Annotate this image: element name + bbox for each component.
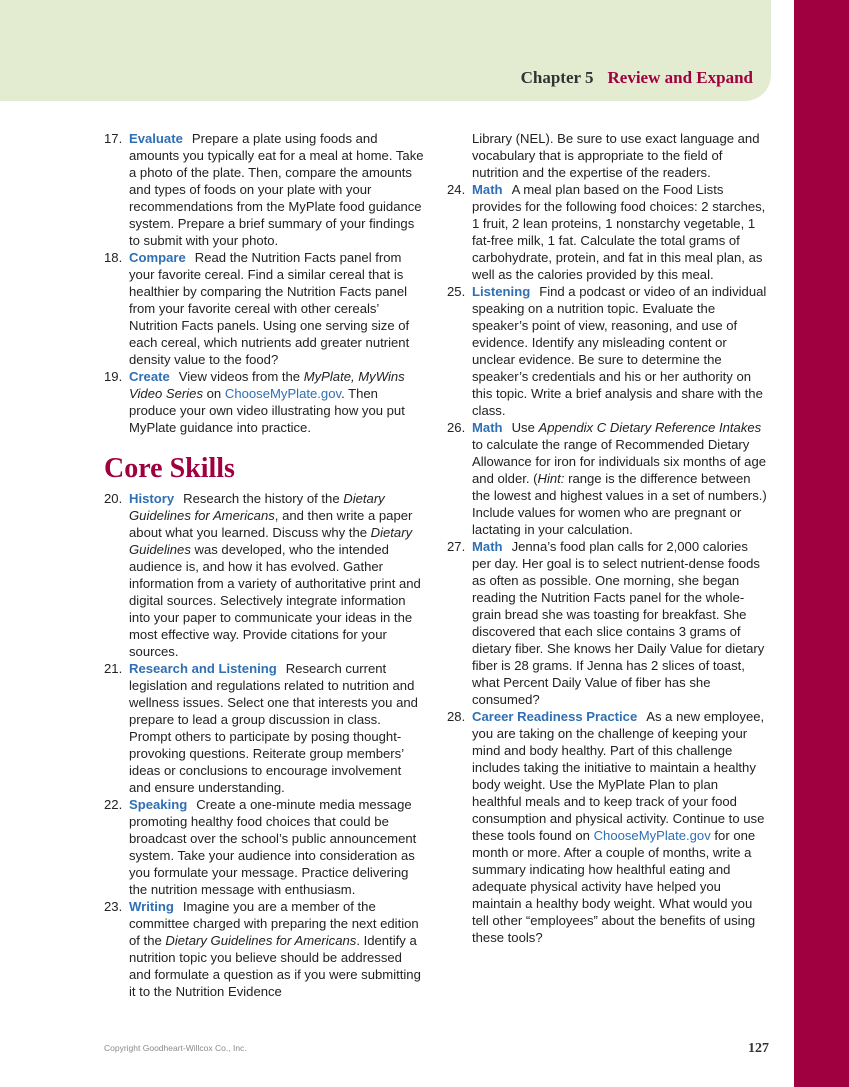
right-column (447, 130, 769, 946)
list-item-28: 28. Career Readiness Practice As a new employee, you are taking on the challenge of keeping your mind and body healthy. Part of this challenge includes taking the initiative to maintain a healthy body weight. Use the MyPlate Plan to plan healthful meals and to keep track of your food consumption and physical activity. Continue to use these tools found on ChooseMyPlate.gov for one month or more. After a couple of months, write a summary indicating how healthful eating and adequate physical activity have helped you maintain a healthy body weight. What would you tell other “employees” about the benefits of using these tools? (447, 709, 765, 945)
running-header (521, 68, 753, 88)
keyword: Math (472, 420, 503, 435)
keyword: Listening (472, 284, 531, 299)
page-number: 127 (748, 1041, 769, 1056)
keyword: Compare (129, 250, 186, 265)
keyword: Evaluate (129, 131, 183, 146)
list-item-27: 27. Math Jenna’s food plan calls for 2,000 calories per day. Her goal is to select nutrient-dense foods as often as possible. One morning, she began reading the Nutrition Facts panel for the whole-grain bread she was toasting for breakfast. She discovered that each slice contains 3 grams of dietary fiber. She knows her Daily Value for dietary fiber is 28 grams. If Jenna has 2 slices of toast, what Percent Daily Value of fiber has she consumed? (447, 539, 765, 707)
keyword: Math (472, 539, 503, 554)
side-tab (794, 0, 849, 1087)
keyword: Research and Listening (129, 661, 277, 676)
list-item-23-continued: Library (NEL). Be sure to use exact language and vocabulary that is appropriate to the field of nutrition and the expertise of the readers. (472, 131, 760, 180)
list-item-18: 18. Compare Read the Nutrition Facts panel from your favorite cereal. Find a similar cereal that is healthier by comparing the Nutrition Facts panel from your favorite cereal with other cereals’ Nutrition Facts panels. Using one serving size of each cereal, which nutrients add greater nutrient density value to the food? (104, 250, 410, 367)
list-item-26: 26. Math Use Appendix C Dietary Reference Intakes to calculate the range of Recommended Dietary Allowance for iron for individuals six months of age and older. (Hint: range is the difference between the lowest and highest values in a set of numbers.) Include values for women who are pregnant or lactating in your calculation. (447, 420, 767, 537)
list-item-17: 17. Evaluate Prepare a plate using foods and amounts you typically eat for a meal at home. Take a photo of the plate. Then, compare the amounts and types of foods on your plate with your recommendations from the MyPlate food guidance system. Prepare a brief summary of your findings to submit with your photo. (104, 131, 424, 248)
keyword: Writing (129, 899, 174, 914)
choosemyplate-link[interactable]: ChooseMyPlate.gov (224, 386, 342, 401)
list-item-21: 21. Research and Listening Research current legislation and regulations related to nutrition and wellness issues. Select one that interests you and prepare to lead a group discussion in class. Prompt others to participate by posing thought-provoking questions. Reiterate group members’ ideas or conclusions to encourage involvement and ensure understanding. (104, 661, 418, 795)
list-item-22: 22. Speaking Create a one-minute media message promoting healthy food choices that could be broadcast over the school’s public announcement system. Take your audience into consideration as you formulate your message. Practice delivering the nutrition message with enthusiasm. (104, 797, 417, 897)
keyword: Career Readiness Practice (472, 709, 638, 724)
list-item-23: 23. Writing Imagine you are a member of the committee charged with preparing the next edition of the Dietary Guidelines for Americans. Identify a nutrition topic you believe should be addressed and formulate a question as if you were submitting it to the Nutrition Evidence (104, 899, 421, 999)
list-item-25: 25. Listening Find a podcast or video of an individual speaking on a nutrition topic. Evaluate the speaker’s point of view, reasoning, and use of evidence. Identify any misleading content or unclear evidence. Be sure to determine the speaker’s credentials and his or her authority on this topic. Write a brief analysis and share with the class. (447, 284, 767, 418)
copyright: Copyright Goodheart-Willcox Co., Inc. (104, 1043, 247, 1053)
chapter-label: Chapter 5 (520, 68, 594, 87)
choosemyplate-link[interactable]: ChooseMyPlate.gov (593, 828, 711, 843)
list-item-20: 20. History Research the history of the Dietary Guidelines for Americans, and then write a paper about what you learned. Discuss why the Dietary Guidelines was developed, who the intended audience is, and how it has evolved. Gather information from a variety of authoritative print and digital sources. Selectively integrate information into your paper to communicate your ideas in the most effective way. Provide citations for your sources. (104, 491, 421, 659)
list-item-19: 19. Create View videos from the MyPlate, MyWins Video Series on ChooseMyPlate.gov. Then produce your own video illustrating how you put MyPlate guidance into practice. (104, 369, 405, 435)
keyword: Math (472, 182, 503, 197)
left-column (104, 130, 426, 1000)
list-item-24: 24. Math A meal plan based on the Food Lists provides for the following food choices: 2 starches, 1 fruit, 2 lean proteins, 1 nonstarchy vegetable, 1 fat-free milk, 1 fat. Calculate the total grams of carbohydrate, protein, and fat in this meal plan, as well as the calories provided by this meal. (447, 182, 766, 282)
keyword: History (129, 491, 175, 506)
section-header-title: Review and Expand (607, 68, 753, 87)
keyword: Speaking (129, 797, 188, 812)
keyword: Create (129, 369, 170, 384)
section-title: Core Skills (104, 453, 235, 484)
